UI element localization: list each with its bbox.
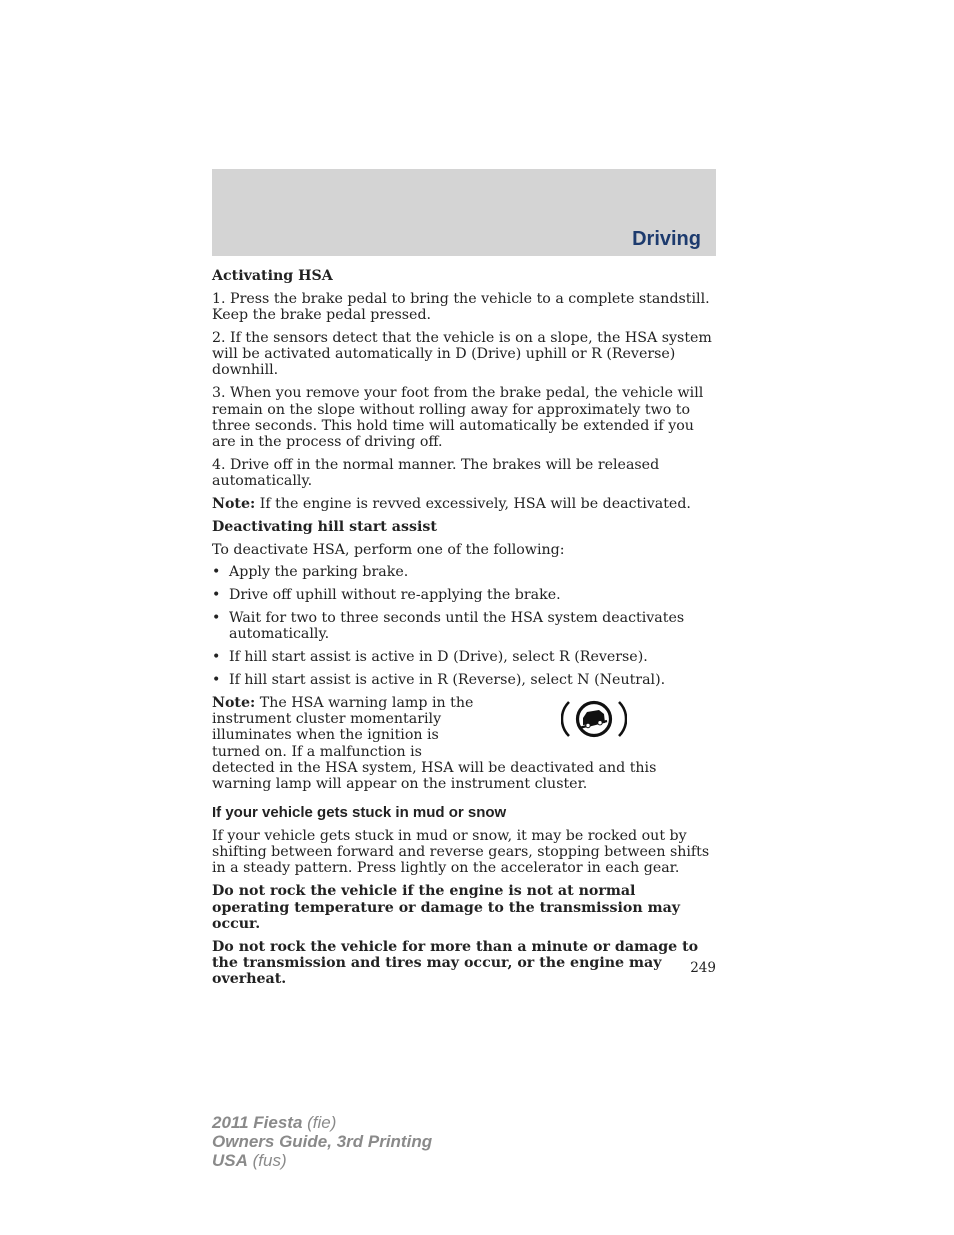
stuck-body: If your vehicle gets stuck in mud or snow, it may be rocked out by shifting between forward and reverse gears, stopping between shifts in a steady pattern. Press lightly on the accelerator in each gear. [212, 827, 710, 877]
hsa-warning-lamp-icon [561, 697, 627, 741]
note-text: If the engine is revved excessively, HSA will be deactivated. [255, 496, 691, 513]
footer-line-1: 2011 Fiesta (fie) [212, 1113, 337, 1132]
lamp-note-text: Note: The HSA warning lamp in the instrument cluster momentarily illuminates when the ignition is turned on. If a malfunction is [212, 694, 474, 760]
activating-step-3: 3. When you remove your foot from the brake pedal, the vehicle will remain on the slope without rolling away for approximately two to three seconds. This hold time will automatically be extended if you are in the process of driving off. [212, 385, 704, 451]
bullet-icon: • [212, 564, 221, 581]
activating-hsa-heading: Activating HSA [212, 268, 333, 284]
activating-step-1: 1. Press the brake pedal to bring the vehicle to a complete standstill. Keep the brake pedal pressed. [212, 290, 710, 324]
deactivating-intro: To deactivate HSA, perform one of the following: [212, 541, 565, 558]
warning-lamp-note [212, 695, 716, 793]
footer-line-2: Owners Guide, 3rd Printing [212, 1132, 433, 1151]
warning-temperature: Do not rock the vehicle if the engine is not at normal operating temperature or damage to the transmission may occur. [212, 883, 681, 932]
activating-step-4: 4. Drive off in the normal manner. The brakes will be released automatically. [212, 456, 660, 490]
list-item: • Wait for two to three seconds until the HSA system deactivates automatically. [212, 610, 685, 643]
lamp-note-continuation: detected in the HSA system, HSA will be deactivated and this warning lamp will appear on the instrument cluster. [212, 759, 657, 793]
bullet-icon: • [212, 671, 221, 688]
stuck-heading: If your vehicle gets stuck in mud or snow [212, 803, 507, 821]
bullet-icon: • [212, 610, 221, 627]
section-title: Driving [632, 228, 701, 250]
page-number: 249 [690, 960, 716, 976]
footer-line-3: USA (fus) [212, 1151, 287, 1170]
revving-note [212, 496, 716, 512]
bullet-icon: • [212, 649, 221, 666]
list-item: • Drive off uphill without re-applying the brake. [212, 587, 561, 604]
list-item: • If hill start assist is active in D (Drive), select R (Reverse). [212, 649, 648, 666]
warning-overheat: Do not rock the vehicle for more than a minute or damage to the transmission and tires may occur, or the engine may overheat. [212, 938, 699, 988]
deactivation-list [212, 564, 716, 688]
note-label: Note: [212, 496, 256, 513]
note-label: Note: [212, 694, 256, 711]
list-item: • If hill start assist is active in R (Reverse), select N (Neutral). [212, 671, 666, 688]
activating-step-2: 2. If the sensors detect that the vehicle is on a slope, the HSA system will be activated automatically in D (Drive) uphill or R (Reverse) downhill. [212, 329, 712, 379]
page-content [212, 268, 716, 994]
section-header-band [212, 169, 716, 256]
list-item: • Apply the parking brake. [212, 564, 409, 581]
deactivating-heading: Deactivating hill start assist [212, 518, 437, 535]
footer-publication-info [212, 1113, 432, 1170]
bullet-icon: • [212, 587, 221, 604]
